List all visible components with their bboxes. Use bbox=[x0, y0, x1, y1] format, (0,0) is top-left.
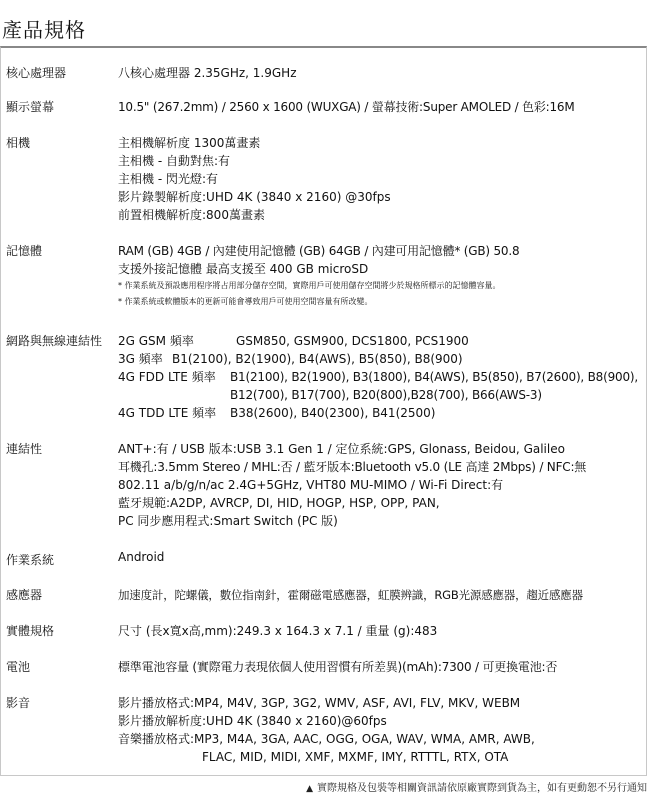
spec-label: 核心處理器 bbox=[6, 66, 67, 80]
frequency-value-line: B1(2100), B2(1900), B3(1800), B4(AWS), B5(850), B7(2600), B8(900), bbox=[230, 370, 639, 384]
spec-value bbox=[118, 332, 644, 422]
spec-value-line: 主相機 - 閃光燈:有 bbox=[118, 172, 219, 186]
frequency-key: 2G GSM 頻率 bbox=[118, 334, 194, 348]
spec-value bbox=[118, 242, 644, 312]
spec-value-line: RAM (GB) 4GB / 內建使用記憶體 (GB) 64GB / 內建可用記憶體* (GB) 50.8 bbox=[118, 244, 520, 258]
spec-value bbox=[118, 98, 644, 116]
spec-value bbox=[118, 134, 644, 224]
spec-value-line: 耳機孔:3.5mm Stereo / MHL:否 / 藍牙版本:Bluetooth v5.0 (LE 高達 2Mbps) / NFC:無 bbox=[118, 460, 587, 474]
spec-value-line: 802.11 a/b/g/n/ac 2.4G+5GHz, VHT80 MU-MIMO / Wi-Fi Direct:有 bbox=[118, 478, 504, 492]
spec-value-line: 主相機解析度 1300萬畫素 bbox=[118, 136, 261, 150]
spec-value-text: 加速度計，陀螺儀，數位指南針，霍爾磁電感應器，虹膜辨識，RGB光源感應器，趨近感應器 bbox=[118, 588, 583, 602]
frequency-key: 4G TDD LTE 頻率 bbox=[118, 406, 217, 420]
frequency-value: B1(2100), B2(1900), B4(AWS), B5(850), B8(900) bbox=[172, 352, 463, 366]
page-title: 產品規格 bbox=[2, 18, 86, 42]
frequency-value bbox=[230, 368, 638, 404]
spec-value-line: 主相機 - 自動對焦:有 bbox=[118, 154, 231, 168]
frequency-value-line: B12(700), B17(700), B20(800),B28(700), B66(AWS-3) bbox=[230, 388, 542, 402]
spec-value-text: Android bbox=[118, 550, 165, 564]
spec-value-line: PC 同步應用程式:Smart Switch (PC 版) bbox=[118, 514, 338, 528]
frequency-key: 4G FDD LTE 頻率 bbox=[118, 370, 216, 384]
spec-footnote: * 作業系統及預設應用程序將占用部分儲存空間，實際用戶可使用儲存空間將少於規格所標示的記憶體容量。 bbox=[118, 281, 501, 290]
spec-value bbox=[118, 548, 644, 566]
frequency-row-3g bbox=[118, 350, 644, 368]
spec-value bbox=[118, 586, 644, 604]
frequency-key: 3G 頻率 bbox=[118, 352, 163, 366]
spec-value bbox=[118, 64, 644, 82]
spec-footnote: * 作業系統或軟體版本的更新可能會導致用戶可使用空間容量有所改變。 bbox=[118, 297, 373, 306]
spec-label: 網路與無線連結性 bbox=[6, 334, 103, 348]
spec-value-text: 八核心處理器 2.35GHz, 1.9GHz bbox=[118, 66, 297, 80]
spec-value-line: 音樂播放格式:MP3, M4A, 3GA, AAC, OGG, OGA, WAV, WMA, AMR, AWB, bbox=[118, 732, 535, 746]
spec-value-line: 影片錄製解析度:UHD 4K (3840 x 2160) @30fps bbox=[118, 190, 391, 204]
spec-value bbox=[118, 658, 644, 676]
frequency-row-4g-fdd bbox=[118, 368, 644, 404]
spec-value-line: 支援外接記憶體 最高支援至 400 GB microSD bbox=[118, 262, 369, 276]
spec-label: 影音 bbox=[6, 696, 31, 710]
spec-value-text: 標準電池容量 (實際電力表現依個人使用習慣有所差異)(mAh):7300 / 可更換電池:否 bbox=[118, 660, 558, 674]
spec-value bbox=[118, 694, 644, 766]
frequency-value: B38(2600), B40(2300), B41(2500) bbox=[230, 406, 436, 420]
spec-label: 顯示螢幕 bbox=[6, 100, 55, 114]
spec-label: 相機 bbox=[6, 136, 31, 150]
spec-label: 連結性 bbox=[6, 442, 43, 456]
spec-label: 作業系統 bbox=[6, 553, 55, 567]
frequency-row-2g bbox=[118, 332, 644, 350]
spec-value-line: 影片播放格式:MP4, M4V, 3GP, 3G2, WMV, ASF, AVI, FLV, MKV, WEBM bbox=[118, 696, 521, 710]
spec-table bbox=[0, 46, 647, 776]
spec-label: 電池 bbox=[6, 660, 31, 674]
spec-value-text: 尺寸 (長x寬x高,mm):249.3 x 164.3 x 7.1 / 重量 (g):483 bbox=[118, 624, 438, 638]
spec-value-line: ANT+:有 / USB 版本:USB 3.1 Gen 1 / 定位系統:GPS, Glonass, Beidou, Galileo bbox=[118, 442, 565, 456]
spec-label: 記憶體 bbox=[6, 244, 43, 258]
spec-value-line: 藍牙規範:A2DP, AVRCP, DI, HID, HOGP, HSP, OPP, PAN, bbox=[118, 496, 440, 510]
spec-value-line: 影片播放解析度:UHD 4K (3840 x 2160)@60fps bbox=[118, 714, 387, 728]
spec-value-line: 前置相機解析度:800萬畫素 bbox=[118, 208, 265, 222]
spec-label: 感應器 bbox=[6, 588, 43, 602]
spec-label: 實體規格 bbox=[6, 624, 55, 638]
spec-value-text: 10.5" (267.2mm) / 2560 x 1600 (WUXGA) / 螢幕技術:Super AMOLED / 色彩:16M bbox=[118, 100, 575, 114]
disclaimer bbox=[306, 782, 647, 796]
spec-value bbox=[118, 440, 644, 530]
frequency-value: GSM850, GSM900, DCS1800, PCS1900 bbox=[236, 334, 469, 348]
spec-value-line: FLAC, MID, MIDI, XMF, MXMF, IMY, RTTTL, RTX, OTA bbox=[202, 750, 509, 764]
triangle-up-icon: ▲ bbox=[306, 784, 313, 794]
disclaimer-text: 實際規格及包裝等相關資訊請依原廠實際到貨為主，如有更動恕不另行通知 bbox=[317, 783, 647, 794]
frequency-row-4g-tdd bbox=[118, 404, 644, 422]
spec-value bbox=[118, 622, 644, 640]
